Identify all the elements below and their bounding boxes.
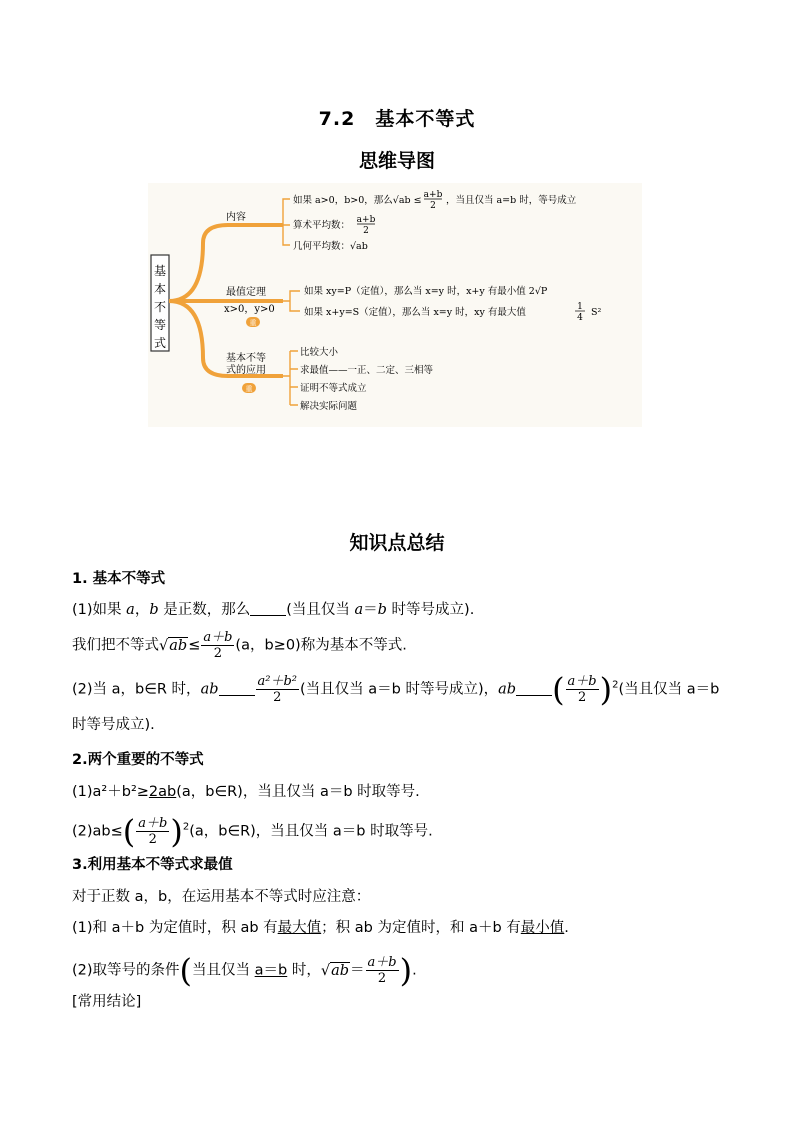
root-char-3: 不 [153, 300, 167, 314]
s2-line-1: (1)a²＋b²≥2ab(a，b∈R)，当且仅当 a＝b 时取等号. [72, 784, 420, 800]
content-line-2-num: a+b [356, 215, 376, 225]
section-1-title: 1. 基本不等式 [72, 571, 166, 587]
content-line-3: 几何平均数：√ab [293, 241, 368, 252]
root-char-1: 基 [153, 264, 167, 278]
app-line-4: 解决实际问题 [300, 401, 358, 412]
fill-blank [516, 695, 552, 696]
branch-label-app-2: 式的应用 [226, 365, 266, 376]
mind-map-heading: 思维导图 [358, 150, 435, 172]
content-line-2-den: 2 [363, 226, 369, 236]
section-2-title: 2.两个重要的不等式 [72, 752, 204, 768]
extreme-line-1: 如果 xy=P（定值），那么当 x=y 时，x+y 有最小值 2√P [304, 286, 548, 297]
fraction: $\frac{a+b}{2}$ [203, 630, 233, 661]
branch-label-extreme-cond: x>0，y>0 [224, 304, 275, 315]
fraction: $\frac{a+b}{2}$ [567, 674, 597, 705]
mind-map-figure [148, 183, 642, 427]
s1-line-1: (1)如果 a，b 是正数，那么 (当且仅当 a＝b 时等号成立). [72, 602, 475, 618]
content-line-1-post: ，当且仅当 a=b 时，等号成立 [446, 195, 577, 206]
s1-line-4: 时等号成立). [72, 717, 155, 733]
fill-blank [250, 615, 286, 616]
s3-line-4: [常用结论] [72, 994, 142, 1010]
badge-extreme-text: 重 [249, 319, 257, 327]
s3-line-3: (2)取等号的条件(当且仅当 a＝b 时，√ab＝ $\frac{a+b}{2}$ ). [72, 951, 417, 990]
mind-map-svg [148, 183, 642, 427]
fraction: $\frac{a+b}{2}$ [367, 955, 397, 986]
bracket-app [283, 351, 298, 405]
branch-label-content: 内容 [226, 212, 246, 223]
app-line-3: 证明不等式成立 [300, 383, 367, 394]
sqrt-ab: √ab [159, 637, 188, 654]
bracket-extreme [283, 291, 300, 311]
content-line-1-den: 2 [430, 201, 436, 211]
app-line-2: 求最值——一正、二定、三相等 [300, 365, 434, 376]
s3-line-1: 对于正数 a，b，在运用基本不等式时应注意： [72, 889, 371, 905]
summary-heading: 知识点总结 [349, 532, 445, 554]
s3-line-2: (1)和 a＋b 为定值时，积 ab 有最大值；积 ab 为定值时，和 a＋b 有最小值. [72, 920, 569, 936]
sqrt-ab: √ab [320, 962, 350, 979]
app-line-1: 比较大小 [300, 347, 339, 358]
content-line-1: 如果 a>0，b>0，那么√ab ≤ [293, 195, 422, 206]
extreme-line-2: 如果 x+y=S（定值），那么当 x=y 时，xy 有最大值 [304, 307, 526, 318]
root-char-5: 式 [153, 336, 167, 350]
extreme-line-2-den: 4 [577, 313, 583, 323]
content-line-1-num: a+b [423, 190, 443, 200]
s2-line-2: (2)ab≤( $\frac{a+b}{2}$ )$^2$(a，b∈R)，当且仅当 a＝b 时取等号. [72, 812, 433, 851]
fill-blank [219, 695, 255, 696]
content-line-2: 算术平均数： [293, 220, 351, 231]
section-3-title: 3.利用基本不等式求最值 [72, 857, 233, 873]
branch-label-app-1: 基本不等 [226, 353, 266, 364]
badge-app-text: 重 [245, 385, 253, 393]
page-title: 7.2 基本不等式 [318, 108, 476, 130]
extreme-line-2-tail: S² [591, 307, 602, 318]
root-char-4: 等 [153, 318, 167, 332]
root-char-2: 本 [153, 282, 167, 296]
s1-line-3: (2)当 a，b∈R 时，ab $\frac{\text{a²＋b²}}{2}$ (当且仅当 a＝b 时等号成立)，ab ( $\frac{a+b}{2}$ )$^2$(当且仅当 a＝b [72, 670, 720, 709]
branch-label-extreme: 最值定理 [226, 287, 266, 298]
bracket-content [283, 199, 290, 245]
extreme-line-2-num: 1 [577, 302, 583, 312]
fraction: $\frac{\text{a²＋b²}}{2}$ [257, 674, 297, 705]
fraction: $\frac{a+b}{2}$ [138, 816, 168, 847]
s1-line-2: 我们把不等式√ab≤ $\frac{a+b}{2}$ (a，b≥0)称为基本不等式. [72, 630, 407, 661]
